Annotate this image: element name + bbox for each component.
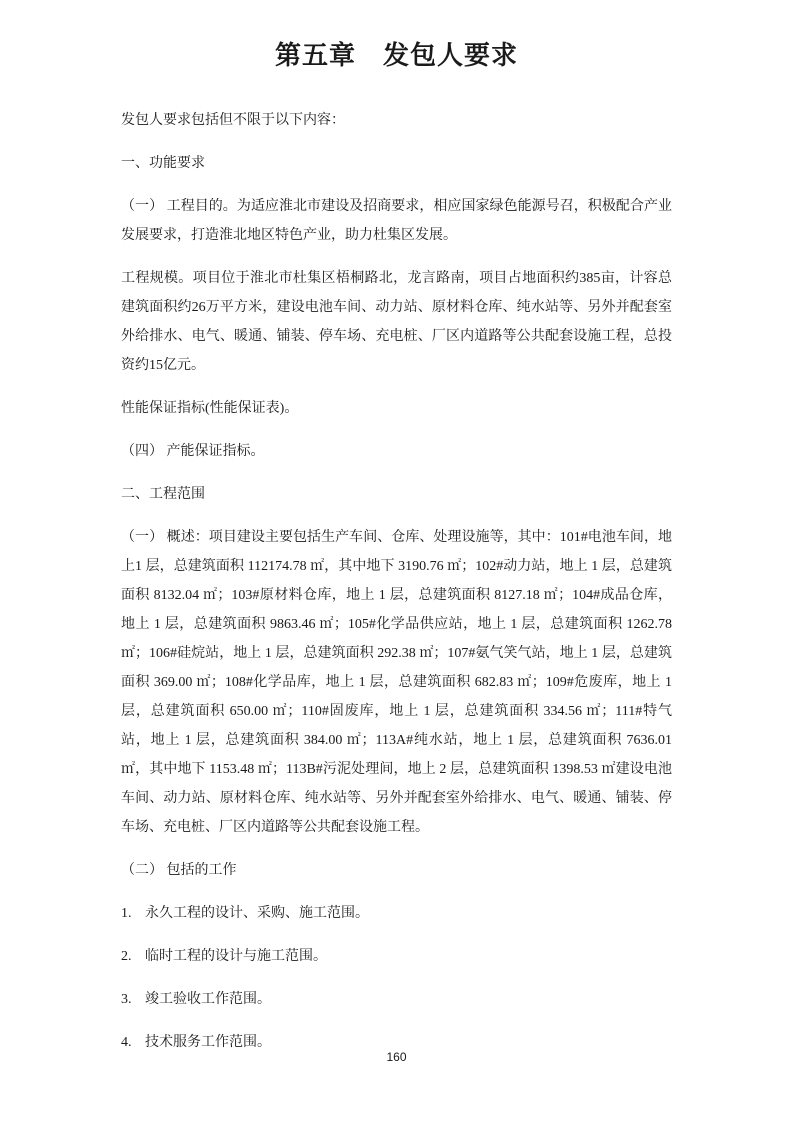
subheading-included-work: （二） 包括的工作 — [121, 863, 237, 878]
paragraph-project-scale: 工程规模。项目位于淮北市杜集区梧桐路北，龙言路南，项目占地面积约385亩，计容总建筑面积约26万平方米，建设电池车间、动力站、原材料仓库、纯水站等、另外并配套室外给排水、电气、暖通、铺装、停车场、充电桩、厂区内道路等公共配套设施工程，总投资约15亿元。 — [121, 271, 672, 373]
chapter-title: 第五章 发包人要求 — [274, 41, 518, 70]
work-list-item — [121, 942, 672, 971]
section-heading-project-scope: 二、工程范围 — [121, 487, 205, 502]
work-item-text: 技术服务工作范围。 — [145, 1035, 271, 1050]
work-item-text: 临时工程的设计与施工范围。 — [145, 949, 327, 964]
work-item-number: 3. — [121, 992, 132, 1007]
work-item-text: 永久工程的设计、采购、施工范围。 — [145, 906, 369, 921]
work-list-item — [121, 985, 672, 1014]
page-number: 160 — [386, 1050, 407, 1064]
paragraph-performance-guarantee: 性能保证指标(性能保证表)。 — [121, 401, 299, 416]
work-item-number: 2. — [121, 949, 132, 964]
paragraph-project-purpose: （一） 工程目的。为适应淮北市建设及招商要求，相应国家绿色能源号召，积极配合产业发展要求，打造淮北地区特色产业，助力杜集区发展。 — [121, 199, 672, 243]
work-item-number: 4. — [121, 1035, 132, 1050]
section-heading-functional-requirements: 一、功能要求 — [121, 156, 205, 171]
work-item-text: 竣工验收工作范围。 — [145, 992, 271, 1007]
paragraph-capacity-guarantee: （四） 产能保证指标。 — [121, 444, 265, 459]
paragraph-scope-overview: （一） 概述：项目建设主要包括生产车间、仓库、处理设施等，其中：101#电池车间，地上1 层，总建筑面积 112174.78 ㎡，其中地下 3190.76 ㎡；102#动力站，地上 1 层，总建筑面积 8132.04 ㎡；103#原材料仓库，地上 1 层，总建筑面积 8127.18 ㎡；104#成品仓库，地上 1 层，总建筑面积 9863.46 ㎡；105#化学品供应站，地上 1 层，总建筑面积 1262.78 ㎡；106#硅烷站，地上 1 层，总建筑面积 292.38 ㎡；107#氨气笑气站，地上 1 层，总建筑面积 369.00 ㎡；108#化学品库，地上 1 层，总建筑面积 682.83 ㎡；109#危废库，地上 1 层，总建筑面积 650.00 ㎡；110#固废库，地上 1 层，总建筑面积 334.56 ㎡；111#特气站，地上 1 层，总建筑面积 384.00 ㎡；113A#纯水站，地上 1 层，总建筑面积 7636.01 ㎡，其中地下 1153.48 ㎡；113B#污泥处理间，地上 2 层，总建筑面积 1398.53 ㎡建设电池车间、动力站、原材料仓库、纯水站等、另外并配套室外给排水、电气、暖通、铺装、停车场、充电桩、厂区内道路等公共配套设施工程。 — [121, 530, 672, 835]
work-list-item — [121, 899, 672, 928]
work-item-number: 1. — [121, 906, 132, 921]
intro-paragraph: 发包人要求包括但不限于以下内容： — [121, 113, 345, 128]
